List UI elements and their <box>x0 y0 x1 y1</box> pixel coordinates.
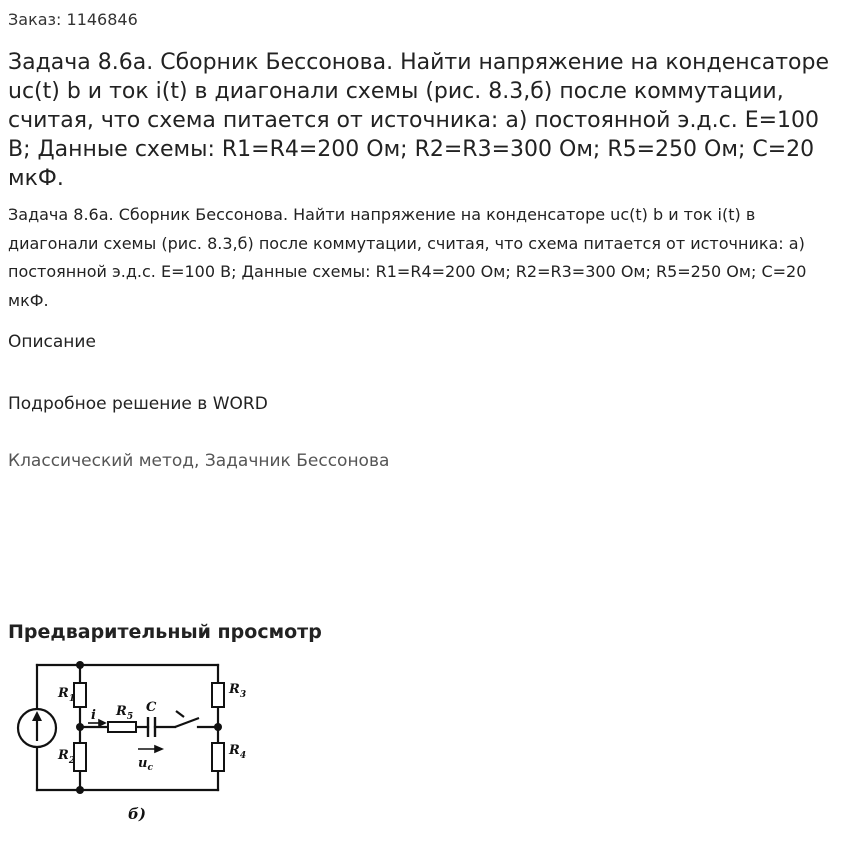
label-i: i <box>91 708 96 723</box>
svg-text:R5 <box>115 704 133 722</box>
current-source-icon <box>18 709 56 747</box>
label-r2: R <box>58 748 69 763</box>
description-heading: Описание <box>8 332 96 352</box>
resistor-r3 <box>212 683 224 707</box>
svg-text:R2 <box>57 748 75 766</box>
order-number: Заказ: 1146846 <box>8 10 138 29</box>
label-uc: u <box>138 756 148 771</box>
label-c: C <box>146 700 157 715</box>
label-r4: R <box>229 743 240 758</box>
label-uc-sub: c <box>147 763 153 773</box>
label-r1: R <box>58 686 69 701</box>
svg-text:uc <box>138 756 153 773</box>
label-r3: R <box>229 682 240 697</box>
figure-label: б) <box>128 805 146 823</box>
svg-text:R3 <box>228 682 246 700</box>
label-r5-sub: 5 <box>126 712 134 722</box>
label-r2-sub: 2 <box>68 756 76 766</box>
preview-heading: Предварительный просмотр <box>8 621 322 643</box>
label-r1-sub: 1 <box>68 694 76 704</box>
resistor-r2 <box>74 743 86 771</box>
capacitor <box>148 717 155 737</box>
resistor-r1 <box>74 683 86 707</box>
task-description: Задача 8.6а. Сборник Бессонова. Найти напряжение на конденсаторе uc(t) b и ток i(t) в диагонали схемы (рис. 8.3,б) после коммутации, считая, что схема питается от источника: а) постоянной э.д.с. E=100 В; Данные схемы: R1=R4=200 Ом; R2=R3=300 Ом; R5=250 Ом; C=20 мкФ. <box>8 205 807 310</box>
label-r3-sub: 3 <box>239 690 247 700</box>
category-link[interactable]: Классический метод, Задачник Бессонова <box>8 451 390 471</box>
solution-format: Подробное решение в WORD <box>8 394 268 414</box>
page-title: Задача 8.6а. Сборник Бессонова. Найти напряжение на конденсаторе uc(t) b и ток i(t) в диагонали схемы (рис. 8.3,б) после коммутации, считая, что схема питается от источника: а) постоянной э.д.с. E=100 В; Данные схемы: R1=R4=200 Ом; R2=R3=300 Ом; R5=250 Ом; C=20 мкФ. <box>8 50 829 191</box>
resistor-r5 <box>108 722 136 732</box>
label-r4-sub: 4 <box>239 751 247 761</box>
svg-text:R1 <box>57 686 75 704</box>
switch-icon <box>175 711 199 727</box>
resistor-r4 <box>212 743 224 771</box>
svg-text:R4 <box>228 743 246 761</box>
label-r5: R <box>116 704 127 719</box>
circuit-schematic <box>8 655 268 835</box>
